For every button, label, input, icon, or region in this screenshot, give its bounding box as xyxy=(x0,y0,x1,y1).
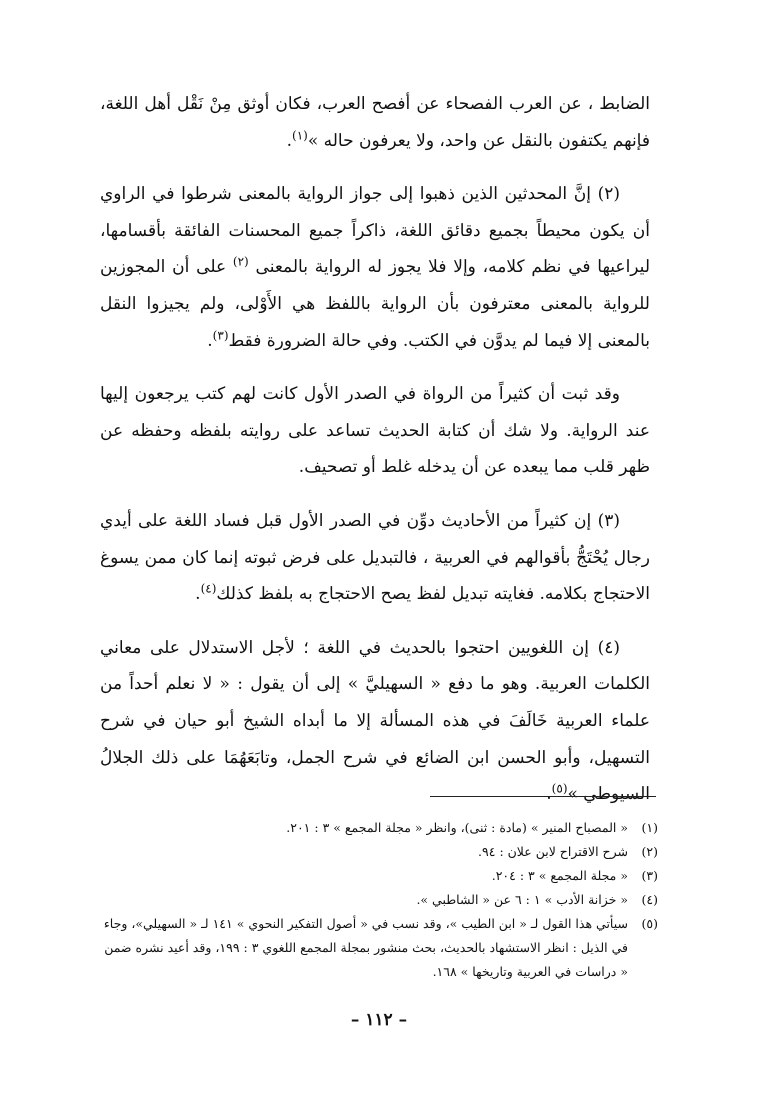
footnote-1 xyxy=(98,816,658,840)
footnote-text: سيأتي هذا القول لـ « ابن الطيب »، وقد نسب في « أصول التفكير النحوي » ١٤١ لـ « السهيلي»، وجاء في الذيل : انظر الاستشهاد بالحديث، بحث منشور بمجلة المجمع اللغوي ٣ : ١٩٩، وقد أعيد نشره ضمن « دراسات في العربية وتاريخها » ١٦٨. xyxy=(103,916,628,979)
paragraph-4 xyxy=(100,503,650,613)
paragraph-5-text: (٤) إن اللغويين احتجوا بالحديث في اللغة ؛ لأجل الاستدلال على معاني الكلمات العربية. وهو ما دفع « السهيليَّ » إلى أن يقول : « لا نعلم أحداً من علماء العربية خَالَفَ في هذه المسألة إلا ما أبداه الشيخ أبو حيان في شرح التسهيل، وأبو الحسن ابن الضائع في شرح الجمل، وتابَعَهُمَا على ذلك الجلالُ السيوطي » xyxy=(100,637,650,805)
footnote-text: « مجلة المجمع » ٣ : ٢٠٤. xyxy=(491,868,628,883)
paragraph-1-tail: . xyxy=(286,130,292,151)
paragraph-2-text-b: على أن المجوزين للرواية بالمعنى معترفون بأن الرواية باللفظ هي الأَوْلى، ولم يجيزوا النقل بالمعنى إلا فيما لم يدوَّن في الكتب. وفي حالة الضرورة فقط xyxy=(100,257,650,351)
paragraph-4-tail: . xyxy=(195,584,201,605)
footnote-number: (٥) xyxy=(641,916,658,931)
footnote-number: (٤) xyxy=(641,892,658,907)
footnote-ref-5: (٥) xyxy=(551,781,568,796)
paragraph-5-tail: . xyxy=(546,784,552,805)
paragraph-2-tail: . xyxy=(207,330,213,351)
footnote-number: (٣) xyxy=(641,868,658,883)
footnote-number: (٢) xyxy=(641,844,658,859)
footnote-separator xyxy=(430,796,656,797)
paragraph-3 xyxy=(100,376,650,486)
main-text xyxy=(100,86,650,830)
footnote-ref-1: (١) xyxy=(292,127,308,142)
footnote-number: (١) xyxy=(641,820,658,835)
footnote-text: شرح الاقتراح لابن علان : ٩٤. xyxy=(478,844,628,859)
footnote-2 xyxy=(98,840,658,864)
footnote-ref-3: (٣) xyxy=(212,327,229,342)
paragraph-1-text: الضابط ، عن العرب الفصحاء عن أفصح العرب، فكان أوثق مِنْ نَقْل أهل اللغة، فإنهم يكتفون بالنقل عن واحد، ولا يعرفون حاله » xyxy=(100,94,650,151)
footnote-ref-4: (٤) xyxy=(200,581,217,596)
paragraph-4-text: (٣) إن كثيراً من الأحاديث دوِّن في الصدر الأول قبل فساد اللغة على أيدي رجال يُحْتَجُّ بأقوالهم في العربية ، فالتبديل على فرض ثبوته إنما كان ممن يسوغ الاحتجاج بكلامه. فغايته تبديل لفظ يصح الاحتجاج به بلفظ كذلك xyxy=(100,510,650,605)
footnote-text: « خزانة الأدب » ١ : ٦ عن « الشاطبي ». xyxy=(416,892,628,907)
paragraph-1 xyxy=(100,86,650,159)
footnote-4 xyxy=(98,888,658,912)
paragraph-2-text-a: (٢) إنَّ المحدثين الذين ذهبوا إلى جواز الرواية بالمعنى شرطوا في الراوي أن يكون محيطاً بجميع دقائق اللغة، ذاكراً جميع المحسنات الفائقة بأقسامها، ليراعيها في نظم كلامه، وإلا فلا يجوز له الرواية بالمعنى xyxy=(100,184,650,278)
footnotes xyxy=(98,816,658,984)
paragraph-3-text: وقد ثبت أن كثيراً من الرواة في الصدر الأول كانت لهم كتب يرجعون إليها عند الرواية. ولا شك أن كتابة الحديث تساعد على روايته بلفظه وحفظه عن ظهر قلب مما يبعده عن أن يدخله غلط أو تصحيف. xyxy=(100,384,650,478)
paragraph-2 xyxy=(100,176,650,359)
footnote-5 xyxy=(98,912,658,984)
page-number: – ١١٢ – xyxy=(350,1010,408,1030)
paragraph-5 xyxy=(100,630,650,813)
footnote-3 xyxy=(98,864,658,888)
footnote-ref-2: (٢) xyxy=(232,254,249,269)
footnote-text: « المصباح المنير » (مادة : ثنى)، وانظر « مجلة المجمع » ٣ : ٢٠١. xyxy=(286,820,628,835)
